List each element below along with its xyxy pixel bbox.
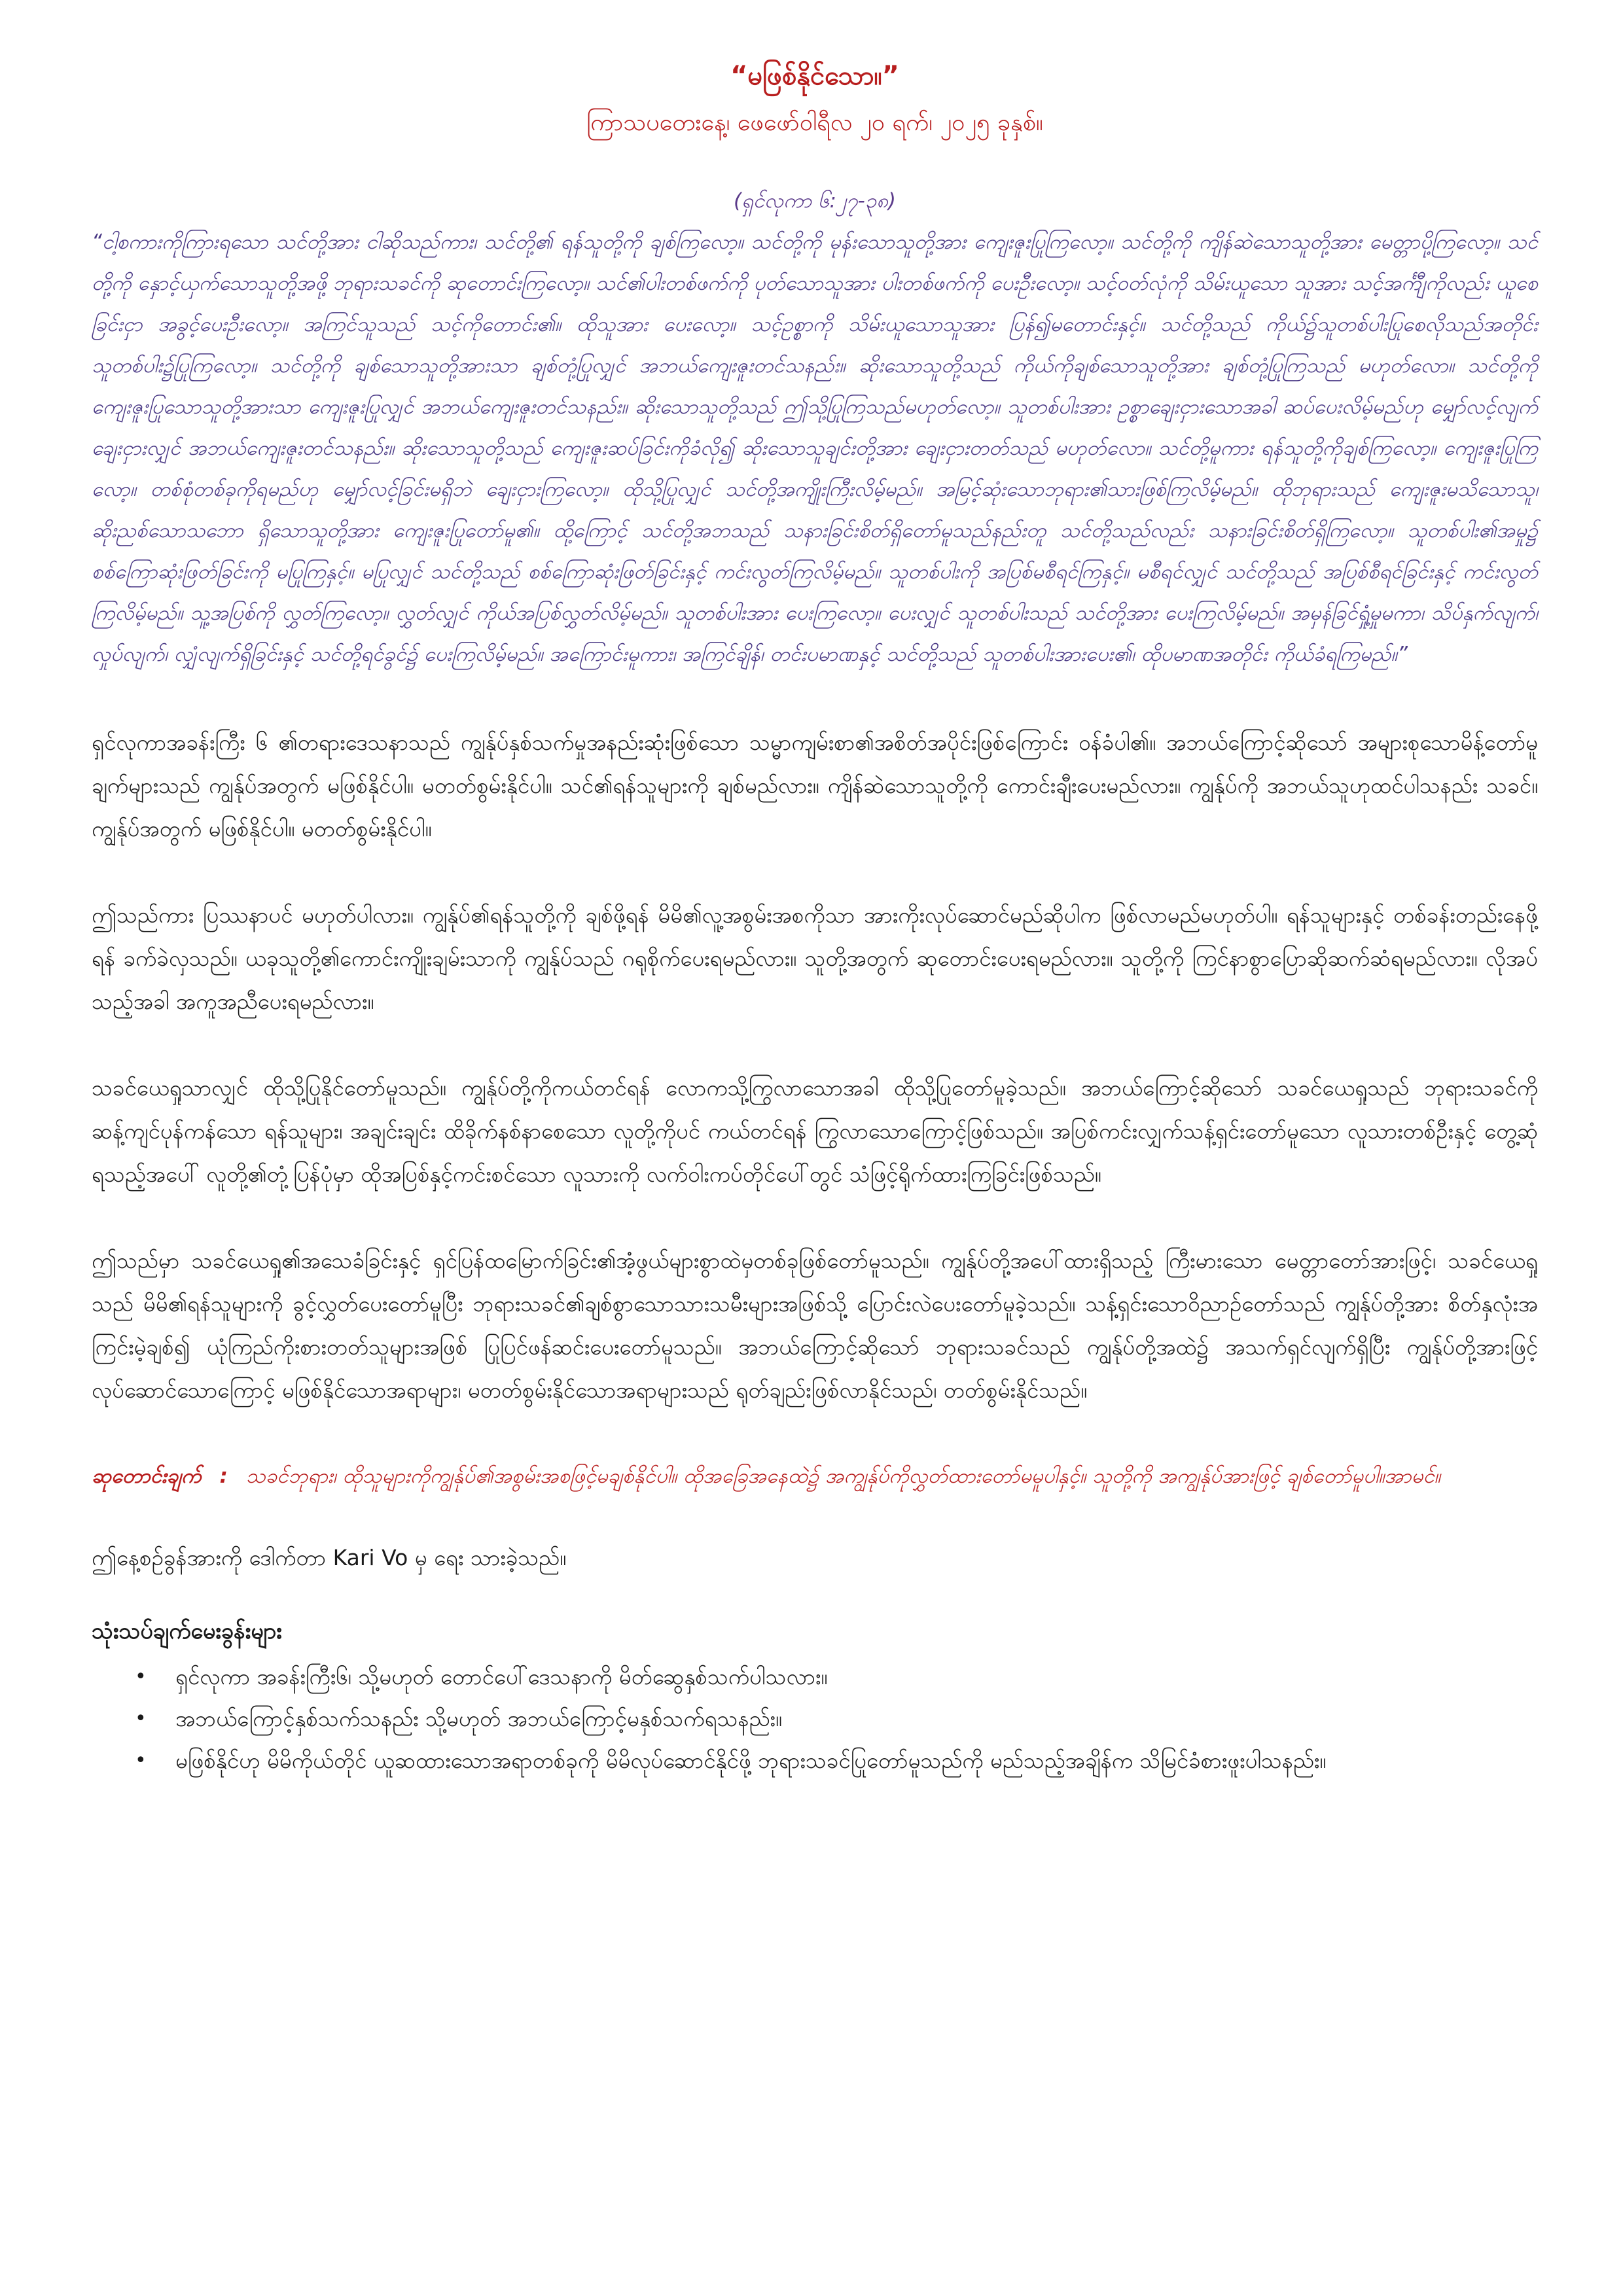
question-text: အဘယ်ကြောင့်နှစ်သက်သနည်း သို့မဟုတ် အဘယ်ကြောင့်မနှစ်သက်ရသနည်း။ — [175, 1706, 782, 1731]
body-paragraph-3: သခင်ယေရှုသာလျှင် ထိုသို့ပြုနိုင်တော်မူသည်။ ကျွန်ုပ်တို့ကိုကယ်တင်ရန် လောကသို့ကြွလာသောအခါ ထိုသို့ပြုတော်မူခဲ့သည်။ အဘယ်ကြောင့်ဆိုသော် သခင်ယေရှုသည် ဘုရားသခင်ကို ဆန့်ကျင်ပုန်ကန်သော ရန်သူများ၊ အချင်းချင်း ထိခိုက်နစ်နာစေသော လူတို့ကိုပင် ကယ်တင်ရန် ကြွလာသောကြောင့်ဖြစ်သည်။ အပြစ်ကင်းလျှက်သန့်ရှင်းတော်မူသော လူသားတစ်ဦးနှင့် တွေ့ဆုံရသည့်အပေါ် လူတို့၏တုံ့ပြန်ပုံမှာ ထိုအပြစ်နှင့်ကင်းစင်သော လူသားကို လက်ဝါးကပ်တိုင်ပေါ်တွင် သံဖြင့်ရိုက်ထားကြခြင်းဖြစ်သည်။ — [92, 1075, 1538, 1187]
prayer-block — [92, 1455, 1538, 1497]
author-line: ဤနေ့စဉ်ခွန်အားကို ဒေါက်တာ Kari Vo မှ ရေး သားခဲ့သည်။ — [92, 1545, 567, 1570]
question-text: မဖြစ်နိုင်ဟု မိမိကိုယ်တိုင် ယူဆထားသောအရာတစ်ခုကို မိမိလုပ်ဆောင်နိုင်ဖို့ ဘုရားသခင်ပြုတော်မူသည်ကို မည်သည့်အချိန်က သိမြင်ခံစားဖူးပါသနည်း။ — [175, 1748, 1327, 1773]
list-item — [135, 1698, 1538, 1740]
scripture-reference: (ရှင်လုကာ ၆:၂၇-၃၈) — [733, 189, 897, 213]
reflection-heading: သုံးသပ်ချက်မေးခွန်းများ — [92, 1618, 282, 1644]
list-item — [135, 1656, 1538, 1698]
reflection-question-list — [92, 1656, 1538, 1782]
bullet-icon: • — [135, 1749, 147, 1772]
prayer-separator: : — [219, 1464, 228, 1488]
scripture-text: “ငါ့စကားကိုကြားရသော သင်တို့အား ငါဆိုသည်ကား၊ သင်တို့၏ ရန်သူတို့ကို ချစ်ကြလော့။ သင်တို့ကို မုန်းသောသူတို့အား ကျေးဇူးပြုကြလော့။ သင်တို့ကို ကျိန်ဆဲသောသူတို့အား မေတ္တာပို့ကြလော့။ သင်တို့ကို နှောင့်ယှက်သောသူတို့အဖို့ ဘုရားသခင်ကို ဆုတောင်းကြလော့။ သင်၏ပါးတစ်ဖက်ကို ပုတ်သောသူအား ပါးတစ်ဖက်ကို ပေးဦးလော့။ သင့်ဝတ်လုံကို သိမ်းယူသော သူအား သင့်အင်္ကျီကိုလည်း ယူစေခြင်းငှာ အခွင့်ပေးဦးလော့။ အကြင်သူသည် သင့်ကိုတောင်း၏။ ထိုသူအား ပေးလော့။ သင့်ဥစ္စာကို သိမ်းယူသောသူအား ပြန်၍မတောင်းနှင့်။ သင်တို့သည် ကိုယ်၌သူတစ်ပါးပြုစေလိုသည်အတိုင်း သူတစ်ပါး၌ပြုကြလော့။ သင်တို့ကို ချစ်သောသူတို့အားသာ ချစ်တုံ့ပြုလျှင် အဘယ်ကျေးဇူးတင်သနည်း။ ဆိုးသောသူတို့သည် ကိုယ်ကိုချစ်သောသူတို့အား ချစ်တုံ့ပြုကြသည် မဟုတ်လော။ သင်တို့ကို ကျေးဇူးပြုသောသူတို့အားသာ ကျေးဇူးပြုလျှင် အဘယ်ကျေးဇူးတင်သနည်း။ ဆိုးသောသူတို့သည် ဤသို့ပြုကြသည်မဟုတ်လော့။ သူတစ်ပါးအား ဥစ္စာချေးငှားသောအခါ ဆပ်ပေးလိမ့်မည်ဟု မျှော်လင့်လျက်ချေးငှားလျှင် အဘယ်ကျေးဇူးတင်သနည်း။ ဆိုးသောသူတို့သည် ကျေးဇူးဆပ်ခြင်းကိုခံလို၍ ဆိုးသောသူချင်းတို့အား ချေးငှားတတ်သည် မဟုတ်လော။ သင်တို့မူကား ရန်သူတို့ကိုချစ်ကြလော့။ ကျေးဇူးပြုကြလော့။ တစ်စုံတစ်ခုကိုရမည်ဟု မျှော်လင့်ခြင်းမရှိဘဲ ချေးငှားကြလော့။ ထိုသို့ပြုလျှင် သင်တို့အကျိုးကြီးလိမ့်မည်။ အမြင့်ဆုံးသောဘုရား၏သားဖြစ်ကြလိမ့်မည်။ ထိုဘုရားသည် ကျေးဇူးမသိသောသူ၊ ဆိုးညစ်သောသဘော ရှိသောသူတို့အား ကျေးဇူးပြုတော်မူ၏။ ထို့ကြောင့် သင်တို့အဘသည် သနားခြင်းစိတ်ရှိတော်မူသည်နည်းတူ သင်တို့သည်လည်း သနားခြင်းစိတ်ရှိကြလော့။ သူတစ်ပါး၏အမှု၌ စစ်ကြောဆုံးဖြတ်ခြင်းကို မပြုကြနှင့်။ မပြုလျှင် သင်တို့သည် စစ်ကြောဆုံးဖြတ်ခြင်းနှင့် ကင်းလွတ်ကြလိမ့်မည်။ သူတစ်ပါးကို အပြစ်မစီရင်ကြနှင့်။ မစီရင်လျှင် သင်တို့သည် အပြစ်စီရင်ခြင်းနှင့် ကင်းလွတ်ကြလိမ့်မည်။ သူ့အပြစ်ကို လွှတ်ကြလော့။ လွှတ်လျှင် ကိုယ်အပြစ်လွှတ်လိမ့်မည်။ သူတစ်ပါးအား ပေးကြလော့။ ပေးလျှင် သူတစ်ပါးသည် သင်တို့အား ပေးကြလိမ့်မည်။ အမှန်ခြင်ရှုံ့မှုမကာ၊ သိပ်နှက်လျက်၊ လှုပ်လျက်၊ လျှံလျက်ရှိခြင်းနှင့် သင်တို့ရင်ခွင်၌ ပေးကြလိမ့်မည်။ အကြောင်းမူကား၊ အကြင်ချိန်၊ တင်းပမာဏနှင့် သင်တို့သည် သူတစ်ပါးအားပေး၏၊ ထိုပမာဏအတိုင်း ကိုယ်ခံရကြမည်။” — [92, 230, 1538, 666]
list-item — [135, 1740, 1538, 1782]
page-date: ကြာသပတေးနေ့၊ ဖေဖော်ဝါရီလ ၂၀ ရက်၊ ၂၀၂၅ ခုနှစ်။ — [586, 109, 1043, 136]
bullet-icon: • — [135, 1707, 147, 1730]
devotional-page — [92, 52, 1538, 1782]
body-paragraph-2: ဤသည်ကား ပြဿနာပင် မဟုတ်ပါလား။ ကျွန်ုပ်၏ရန်သူတို့ကို ချစ်ဖို့ရန် မိမိ၏လူ့အစွမ်းအစကိုသာ အားကိုးလုပ်ဆောင်မည်ဆိုပါက ဖြစ်လာမည်မဟုတ်ပါ။ ရန်သူများနှင့် တစ်ခန်းတည်းနေဖို့ရန် ခက်ခဲလှသည်။ ယခုသူတို့၏ကောင်းကျိုးချမ်းသာကို ကျွန်ုပ်သည် ဂရုစိုက်ပေးရမည်လား။ သူတို့အတွက် ဆုတောင်းပေးရမည်လား။ သူတို့ကို ကြင်နာစွာပြောဆိုဆက်ဆံရမည်လား။ လိုအပ်သည့်အခါ အကူအညီပေးရမည်လား။ — [92, 902, 1538, 1014]
body-paragraph-1: ရှင်လုကာအခန်းကြီး ၆ ၏တရားဒေသနာသည် ကျွန်ုပ်နှစ်သက်မှုအနည်းဆုံးဖြစ်သော သမ္မာကျမ်းစာ၏အစိတ်အပိုင်းဖြစ်ကြောင်း ဝန်ခံပါ၏။ အဘယ်ကြောင့်ဆိုသော် အများစုသောမိန့်တော်မူချက်များသည် ကျွန်ုပ်အတွက် မဖြစ်နိုင်ပါ။ မတတ်စွမ်းနိုင်ပါ။ သင်၏ရန်သူများကို ချစ်မည်လား။ ကျိန်ဆဲသောသူတို့ကို ကောင်းချီးပေးမည်လား။ ကျွန်ုပ်ကို အဘယ်သူဟုထင်ပါသနည်း သခင်။ ကျွန်ုပ်အတွက် မဖြစ်နိုင်ပါ။ မတတ်စွမ်းနိုင်ပါ။ — [92, 730, 1539, 841]
bullet-icon: • — [135, 1665, 147, 1688]
prayer-label: ဆုတောင်းချက် — [92, 1464, 202, 1488]
question-text: ရှင်လုကာ အခန်းကြီး၆၊ သို့မဟုတ် တောင်ပေါ်ဒေသနာကို မိတ်ဆွေနှစ်သက်ပါသလား။ — [175, 1664, 828, 1689]
body-paragraph-4: ဤသည်မှာ သခင်ယေရှု၏အသေခံခြင်းနှင့် ရှင်ပြန်ထမြောက်ခြင်း၏အံ့ဖွယ်များစွာထဲမှတစ်ခုဖြစ်တော်မူသည်။ ကျွန်ုပ်တို့အပေါ်ထားရှိသည့် ကြီးမားသော မေတ္တာတော်အားဖြင့်၊ သခင်ယေရှုသည် မိမိ၏ရန်သူများကို ခွင့်လွှတ်ပေးတော်မူပြီး ဘုရားသခင်၏ချစ်စွာသောသားသမီးများအဖြစ်သို့ ပြောင်းလဲပေးတော်မူခဲ့သည်။ သန့်ရှင်းသောဝိညာဉ်တော်သည် ကျွန်ုပ်တို့အား စိတ်နှလုံးအကြင်းမဲ့ချစ်၍ ယုံကြည်ကိုးစားတတ်သူများအဖြစ် ပြုပြင်ဖန်ဆင်းပေးတော်မူသည်။ အဘယ်ကြောင့်ဆိုသော် ဘုရားသခင်သည် ကျွန်ုပ်တို့အထဲ၌ အသက်ရှင်လျက်ရှိပြီး ကျွန်ုပ်တို့အားဖြင့် လုပ်ဆောင်သောကြောင့် မဖြစ်နိုင်သောအရာများ၊ မတတ်စွမ်းနိုင်သောအရာများသည် ရုတ်ချည်းဖြစ်လာနိုင်သည်၊ တတ်စွမ်းနိုင်သည်။ — [92, 1248, 1538, 1403]
prayer-text: သခင်ဘုရား၊ ထိုသူများကိုကျွန်ုပ်၏အစွမ်းအစဖြင့်မချစ်နိုင်ပါ။ ထိုအခြေအနေထဲ၌ အကျွန်ုပ်ကိုလွှတ်ထားတော်မမူပါနှင့်။ သူတို့ကို အကျွန်ုပ်အားဖြင့် ချစ်တော်မူပါ။အာမင်။ — [245, 1464, 1441, 1488]
page-title: “မဖြစ်နိုင်သော။” — [730, 61, 899, 91]
